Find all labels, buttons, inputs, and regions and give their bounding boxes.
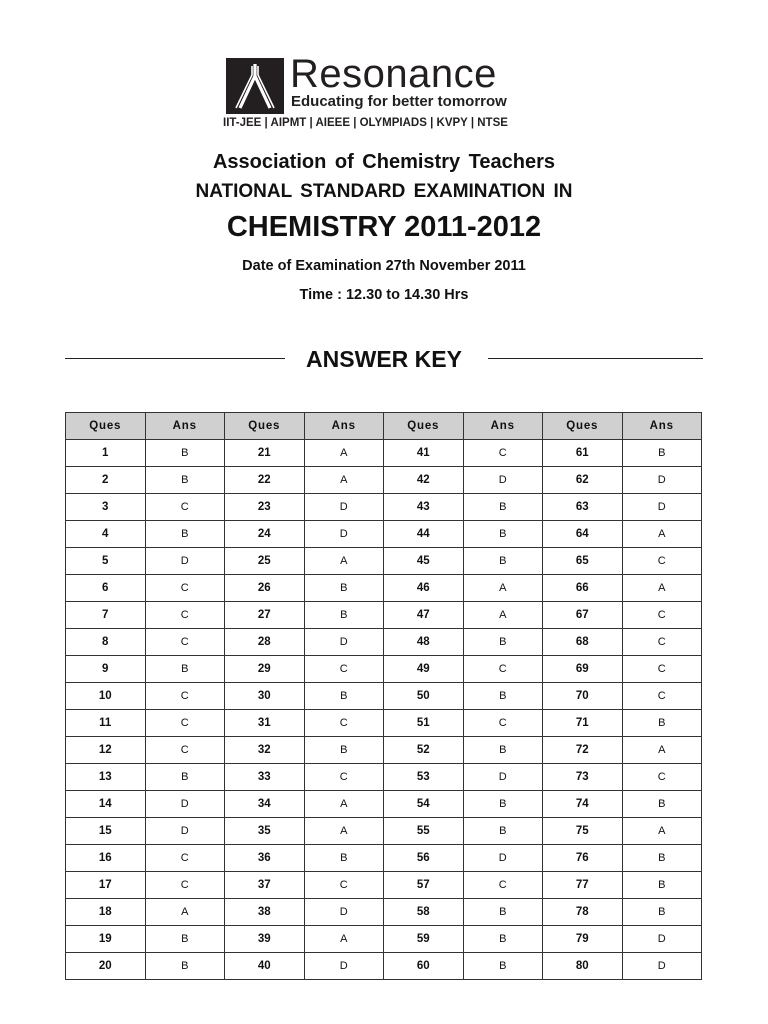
exam-date: Date of Examination 27th November 2011 (242, 258, 526, 274)
answer-value: B (622, 710, 702, 737)
question-number: 57 (384, 872, 464, 899)
answer-value: B (304, 602, 384, 629)
answer-value: B (463, 683, 543, 710)
answer-value: D (304, 899, 384, 926)
question-number: 53 (384, 764, 464, 791)
col-header-ans: Ans (304, 413, 384, 440)
answer-value: B (622, 899, 702, 926)
exam-time: Time : 12.30 to 14.30 Hrs (299, 287, 469, 303)
col-header-ques: Ques (225, 413, 305, 440)
question-number: 55 (384, 818, 464, 845)
question-number: 74 (543, 791, 623, 818)
answer-value: A (622, 818, 702, 845)
question-number: 39 (225, 926, 305, 953)
col-header-ans: Ans (622, 413, 702, 440)
question-number: 46 (384, 575, 464, 602)
question-number: 66 (543, 575, 623, 602)
answer-value: B (304, 683, 384, 710)
answer-value: D (622, 494, 702, 521)
question-number: 17 (66, 872, 146, 899)
table-row (66, 494, 702, 521)
answer-value: B (463, 629, 543, 656)
question-number: 24 (225, 521, 305, 548)
question-number: 36 (225, 845, 305, 872)
question-number: 65 (543, 548, 623, 575)
answer-value: A (622, 521, 702, 548)
question-number: 75 (543, 818, 623, 845)
question-number: 16 (66, 845, 146, 872)
answer-value: B (463, 494, 543, 521)
answer-value: B (622, 845, 702, 872)
answer-value: B (622, 791, 702, 818)
answer-value: B (463, 548, 543, 575)
brand-name: Resonance (290, 52, 497, 96)
question-number: 28 (225, 629, 305, 656)
question-number: 59 (384, 926, 464, 953)
answer-value: C (622, 548, 702, 575)
answer-value: B (463, 818, 543, 845)
question-number: 77 (543, 872, 623, 899)
table-row (66, 818, 702, 845)
answer-key-heading (65, 345, 703, 375)
question-number: 31 (225, 710, 305, 737)
col-header-ques: Ques (66, 413, 146, 440)
answer-value: D (622, 926, 702, 953)
question-number: 8 (66, 629, 146, 656)
question-number: 34 (225, 791, 305, 818)
answer-value: D (145, 818, 225, 845)
question-number: 7 (66, 602, 146, 629)
table-row (66, 926, 702, 953)
answer-value: A (463, 575, 543, 602)
answer-value: D (304, 521, 384, 548)
question-number: 68 (543, 629, 623, 656)
answer-value: D (463, 467, 543, 494)
question-number: 56 (384, 845, 464, 872)
answer-value: D (304, 629, 384, 656)
question-number: 1 (66, 440, 146, 467)
table-row (66, 899, 702, 926)
table-row (66, 467, 702, 494)
answer-value: B (145, 521, 225, 548)
question-number: 14 (66, 791, 146, 818)
question-number: 49 (384, 656, 464, 683)
question-number: 44 (384, 521, 464, 548)
question-number: 80 (543, 953, 623, 980)
question-number: 62 (543, 467, 623, 494)
answer-value: C (622, 683, 702, 710)
answer-value: C (304, 656, 384, 683)
question-number: 3 (66, 494, 146, 521)
question-number: 6 (66, 575, 146, 602)
question-number: 5 (66, 548, 146, 575)
answer-value: A (304, 467, 384, 494)
question-number: 13 (66, 764, 146, 791)
answer-value: B (622, 872, 702, 899)
answer-value: C (463, 710, 543, 737)
question-number: 35 (225, 818, 305, 845)
question-number: 32 (225, 737, 305, 764)
question-number: 63 (543, 494, 623, 521)
question-number: 19 (66, 926, 146, 953)
resonance-emblem-icon (226, 58, 284, 114)
table-row (66, 602, 702, 629)
question-number: 48 (384, 629, 464, 656)
exam-title: NATIONAL STANDARD EXAMINATION IN (195, 181, 573, 202)
question-number: 61 (543, 440, 623, 467)
col-header-ans: Ans (463, 413, 543, 440)
question-number: 40 (225, 953, 305, 980)
question-number: 42 (384, 467, 464, 494)
question-number: 67 (543, 602, 623, 629)
question-number: 33 (225, 764, 305, 791)
table-row (66, 791, 702, 818)
answer-value: A (304, 926, 384, 953)
answer-key-title: ANSWER KEY (306, 346, 462, 372)
question-number: 37 (225, 872, 305, 899)
answer-value: B (145, 440, 225, 467)
answer-value: A (622, 737, 702, 764)
answer-value: C (145, 710, 225, 737)
answer-value: D (145, 791, 225, 818)
col-header-ans: Ans (145, 413, 225, 440)
question-number: 23 (225, 494, 305, 521)
answer-value: D (304, 953, 384, 980)
answer-value: C (622, 629, 702, 656)
question-number: 10 (66, 683, 146, 710)
question-number: 21 (225, 440, 305, 467)
col-header-ques: Ques (384, 413, 464, 440)
question-number: 70 (543, 683, 623, 710)
table-row (66, 548, 702, 575)
table-row (66, 845, 702, 872)
answer-value: C (304, 764, 384, 791)
table-row (66, 737, 702, 764)
question-number: 4 (66, 521, 146, 548)
answer-value: A (304, 548, 384, 575)
question-number: 12 (66, 737, 146, 764)
answer-value: C (145, 737, 225, 764)
question-number: 30 (225, 683, 305, 710)
answer-value: B (463, 791, 543, 818)
question-number: 11 (66, 710, 146, 737)
table-row (66, 710, 702, 737)
brand-courses: IIT-JEE | AIPMT | AIEEE | OLYMPIADS | KVPY | NTSE (223, 117, 508, 129)
table-row (66, 656, 702, 683)
divider-right (488, 358, 703, 359)
answer-value: C (145, 494, 225, 521)
answer-value: B (304, 845, 384, 872)
question-number: 78 (543, 899, 623, 926)
answer-value: C (622, 764, 702, 791)
question-number: 9 (66, 656, 146, 683)
question-number: 41 (384, 440, 464, 467)
question-number: 54 (384, 791, 464, 818)
answer-value: B (304, 737, 384, 764)
answer-value: C (463, 440, 543, 467)
question-number: 15 (66, 818, 146, 845)
table-row (66, 872, 702, 899)
question-number: 38 (225, 899, 305, 926)
answer-value: A (304, 791, 384, 818)
answer-key-body (66, 440, 702, 980)
table-row (66, 575, 702, 602)
question-number: 51 (384, 710, 464, 737)
question-number: 18 (66, 899, 146, 926)
answer-value: C (145, 629, 225, 656)
answer-value: C (145, 872, 225, 899)
question-number: 43 (384, 494, 464, 521)
question-number: 45 (384, 548, 464, 575)
question-number: 52 (384, 737, 464, 764)
question-number: 69 (543, 656, 623, 683)
answer-value: D (463, 764, 543, 791)
answer-value: B (145, 467, 225, 494)
answer-value: A (145, 899, 225, 926)
answer-value: A (304, 440, 384, 467)
answer-value: C (622, 602, 702, 629)
answer-key-header-row (66, 413, 702, 440)
answer-value: C (463, 872, 543, 899)
question-number: 50 (384, 683, 464, 710)
question-number: 47 (384, 602, 464, 629)
table-row (66, 629, 702, 656)
answer-value: B (304, 575, 384, 602)
answer-value: A (304, 818, 384, 845)
answer-value: D (304, 494, 384, 521)
answer-value: A (622, 575, 702, 602)
question-number: 60 (384, 953, 464, 980)
answer-value: B (622, 440, 702, 467)
question-number: 20 (66, 953, 146, 980)
question-number: 73 (543, 764, 623, 791)
answer-value: B (463, 926, 543, 953)
answer-value: C (463, 656, 543, 683)
answer-value: C (145, 845, 225, 872)
question-number: 25 (225, 548, 305, 575)
answer-value: C (145, 602, 225, 629)
table-row (66, 683, 702, 710)
answer-value: D (463, 845, 543, 872)
question-number: 58 (384, 899, 464, 926)
association-title: Association of Chemistry Teachers (212, 151, 556, 173)
subject-title: CHEMISTRY 2011-2012 (226, 211, 542, 243)
answer-value: C (304, 872, 384, 899)
answer-value: A (463, 602, 543, 629)
question-number: 29 (225, 656, 305, 683)
question-number: 72 (543, 737, 623, 764)
answer-value: B (463, 521, 543, 548)
question-number: 76 (543, 845, 623, 872)
table-row (66, 521, 702, 548)
answer-value: B (145, 926, 225, 953)
col-header-ques: Ques (543, 413, 623, 440)
question-number: 71 (543, 710, 623, 737)
answer-value: B (463, 899, 543, 926)
question-number: 22 (225, 467, 305, 494)
answer-value: C (145, 575, 225, 602)
resonance-logo (223, 52, 546, 133)
table-row (66, 953, 702, 980)
answer-value: C (145, 683, 225, 710)
answer-value: D (145, 548, 225, 575)
table-row (66, 764, 702, 791)
question-number: 26 (225, 575, 305, 602)
question-number: 64 (543, 521, 623, 548)
answer-value: D (622, 467, 702, 494)
table-row (66, 440, 702, 467)
answer-value: B (463, 953, 543, 980)
question-number: 2 (66, 467, 146, 494)
answer-value: C (622, 656, 702, 683)
question-number: 79 (543, 926, 623, 953)
answer-key-table (65, 412, 702, 980)
answer-value: B (463, 737, 543, 764)
answer-value: D (622, 953, 702, 980)
brand-tagline: Educating for better tomorrow (291, 93, 507, 110)
answer-value: C (304, 710, 384, 737)
answer-value: B (145, 953, 225, 980)
question-number: 27 (225, 602, 305, 629)
answer-value: B (145, 656, 225, 683)
answer-value: B (145, 764, 225, 791)
